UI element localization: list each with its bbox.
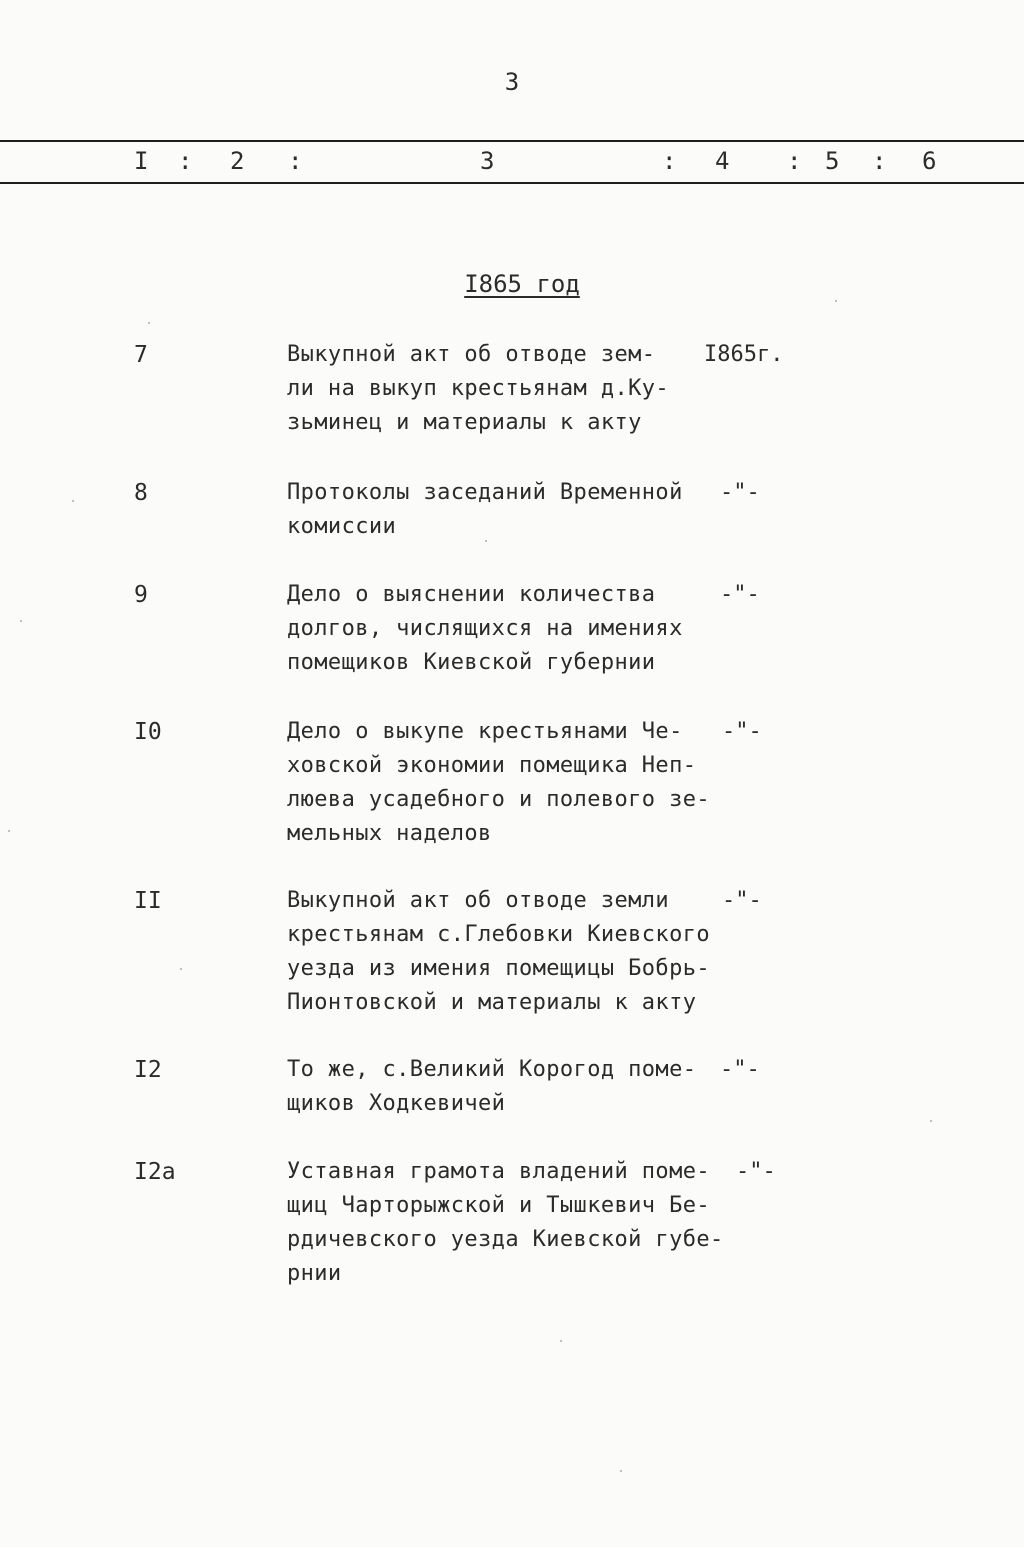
entry-date: -"- [736,1159,776,1184]
column-header-3: 3 [480,147,495,175]
entry-date: -"- [720,480,760,505]
scan-speck [560,1340,562,1342]
column-separator: : [662,147,677,175]
entry-date: I865г. [704,342,784,367]
entry-date: -"- [720,582,760,607]
column-header-1: I [134,147,149,175]
entry-number: 7 [134,342,148,368]
header-bottom-rule [0,182,1024,184]
page-number: 3 [504,68,520,96]
entry-number: I0 [134,719,162,745]
entry-number: 9 [134,582,148,608]
scan-speck [930,1120,932,1122]
column-header-6: 6 [922,147,937,175]
entry-description: Протоколы заседаний Временной комиссии [287,480,683,539]
entry-description: Выкупной акт об отводе зем- ли на выкуп крестьянам д.Ку- зьминец и материалы к акту [287,342,670,435]
entry-number: I2 [134,1057,162,1083]
entry-description: Выкупной акт об отводе земли крестьянам с.Глебовки Киевского уезда из имения помещицы Бобрь- Пионтовской и материалы к акту [287,888,710,1015]
scan-speck [835,300,837,302]
scan-speck [180,968,182,970]
scan-speck [485,540,487,542]
column-separator: : [178,147,193,175]
scan-speck [148,322,150,324]
header-top-rule [0,140,1024,142]
column-separator: : [872,147,887,175]
column-header-4: 4 [715,147,730,175]
entry-description: Уставная грамота владений поме- щиц Чарторыжской и Тышкевич Бе- рдичевского уезда Киевской губе- рнии [287,1159,724,1286]
entry-description: То же, с.Великий Корогод поме- щиков Ходкевичей [287,1057,697,1116]
column-separator: : [787,147,802,175]
scan-speck [72,500,74,502]
entry-number: II [134,888,162,914]
entry-description: Дело о выкупе крестьянами Че- ховской экономии помещика Неп- люева усадебного и полевого зе- мельных наделов [287,719,710,846]
column-header-2: 2 [230,147,245,175]
entry-number: 8 [134,480,148,506]
scan-speck [8,830,10,832]
entry-date: -"- [720,1057,760,1082]
scan-speck [620,1470,622,1472]
year-heading: I865 год [464,270,580,298]
scan-speck [20,620,22,622]
entry-date: -"- [722,888,762,913]
entry-date: -"- [722,719,762,744]
entry-number: I2а [134,1159,176,1185]
column-header-5: 5 [825,147,840,175]
entry-description: Дело о выяснении количества долгов, числящихся на имениях помещиков Киевской губернии [287,582,683,675]
column-separator: : [288,147,303,175]
